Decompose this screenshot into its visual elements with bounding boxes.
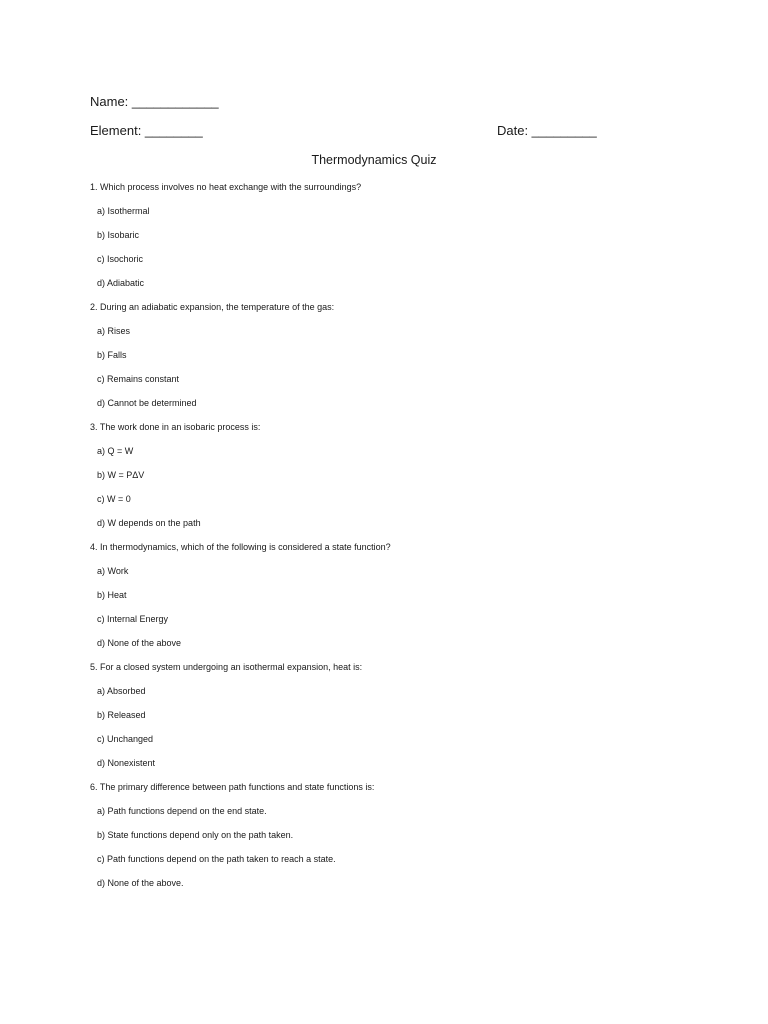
element-field-label: Element: ________	[90, 123, 203, 138]
date-field-label: Date: _________	[497, 123, 597, 138]
answer-option: a) Work	[97, 566, 129, 576]
answer-option: d) W depends on the path	[97, 518, 201, 528]
question-block-6	[90, 781, 690, 901]
question-text: 4. In thermodynamics, which of the following is considered a state function?	[90, 542, 391, 552]
question-text: 3. The work done in an isobaric process is:	[90, 422, 261, 432]
answer-option: b) Heat	[97, 590, 127, 600]
question-list	[90, 181, 690, 901]
question-block-1	[90, 181, 690, 301]
question-text: 6. The primary difference between path functions and state functions is:	[90, 782, 375, 792]
answer-option: b) State functions depend only on the path taken.	[97, 830, 294, 840]
name-field-label: Name: ____________	[90, 94, 219, 109]
answer-option: a) Q = W	[97, 446, 134, 456]
answer-option: b) Falls	[97, 350, 127, 360]
answer-option: d) Cannot be determined	[97, 398, 197, 408]
question-block-5	[90, 661, 690, 781]
answer-option: b) Isobaric	[97, 230, 140, 240]
question-block-3	[90, 421, 690, 541]
question-block-2	[90, 301, 690, 421]
question-text: 1. Which process involves no heat exchange with the surroundings?	[90, 182, 362, 192]
answer-option: d) None of the above.	[97, 878, 184, 888]
answer-option: a) Isothermal	[97, 206, 150, 216]
answer-option: c) W = 0	[97, 494, 131, 504]
answer-option: a) Absorbed	[97, 686, 146, 696]
answer-option: a) Path functions depend on the end state.	[97, 806, 267, 816]
answer-option: c) Unchanged	[97, 734, 154, 744]
quiz-title: Thermodynamics Quiz	[311, 153, 437, 167]
question-text: 2. During an adiabatic expansion, the temperature of the gas:	[90, 302, 335, 312]
answer-option: c) Path functions depend on the path taken to reach a state.	[97, 854, 336, 864]
answer-option: c) Isochoric	[97, 254, 144, 264]
answer-option: d) None of the above	[97, 638, 182, 648]
answer-option: a) Rises	[97, 326, 131, 336]
question-block-4	[90, 541, 690, 661]
answer-option: d) Nonexistent	[97, 758, 156, 768]
answer-option: d) Adiabatic	[97, 278, 145, 288]
answer-option: b) Released	[97, 710, 146, 720]
answer-option: c) Remains constant	[97, 374, 180, 384]
question-text: 5. For a closed system undergoing an isothermal expansion, heat is:	[90, 662, 363, 672]
answer-option: b) W = PΔV	[97, 470, 145, 480]
answer-option: c) Internal Energy	[97, 614, 169, 624]
